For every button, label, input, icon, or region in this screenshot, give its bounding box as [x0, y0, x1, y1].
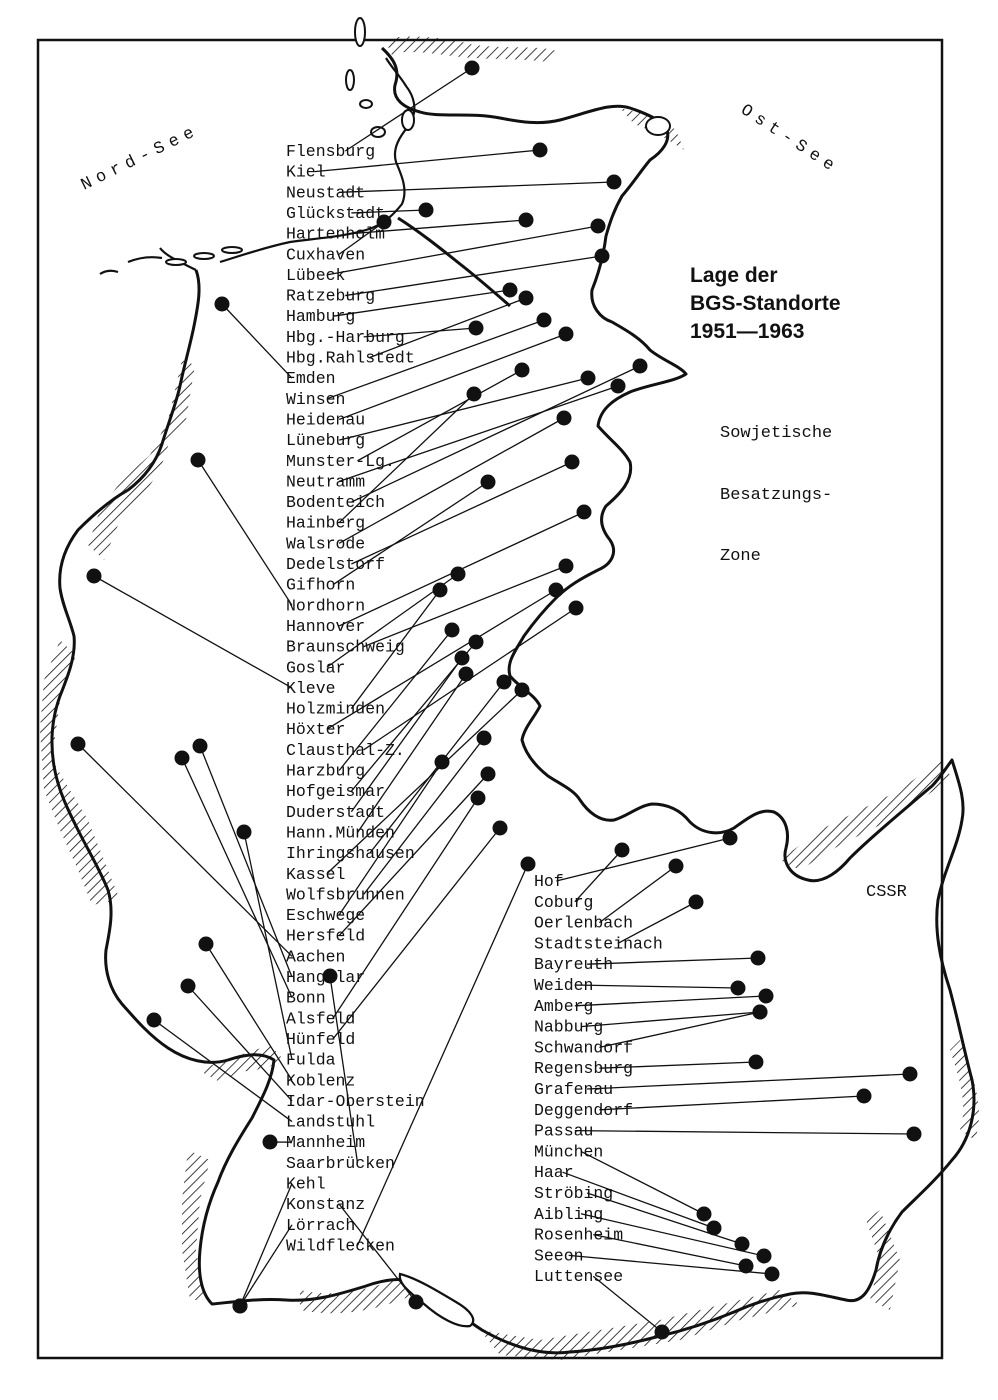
- connector-nordhorn: [198, 460, 292, 605]
- dot-glueckstadt: [419, 203, 434, 218]
- place-label: Hofgeismar: [286, 782, 386, 802]
- place-label: Aachen: [286, 947, 346, 967]
- title-line-1: Lage der: [690, 264, 778, 287]
- place-label: Holzminden: [286, 699, 386, 719]
- place-label: Rosenheim: [534, 1225, 624, 1245]
- dot-luebeck: [591, 219, 606, 234]
- dot-passau: [907, 1127, 922, 1142]
- dot-weiden: [731, 981, 746, 996]
- place-label: Passau: [534, 1121, 594, 1141]
- connector-ratzeburg: [345, 256, 602, 296]
- place-label: Clausthal-Z.: [286, 740, 405, 760]
- place-label: Flensburg: [286, 142, 376, 161]
- place-label: Mannheim: [286, 1133, 366, 1153]
- dot-winsen: [537, 313, 552, 328]
- place-label: Hünfeld: [286, 1029, 356, 1049]
- dot-duderstadt: [455, 651, 470, 666]
- dot-koblenz: [199, 937, 214, 952]
- place-label: Stadtsteinach: [534, 934, 663, 954]
- place-label: Seeon: [534, 1246, 584, 1266]
- north-sea-label: Nord-See: [78, 121, 204, 196]
- place-label: Haar: [534, 1163, 574, 1183]
- connector-wildflecken: [358, 864, 528, 1245]
- dot-neustadt: [607, 175, 622, 190]
- connector-bonn: [182, 758, 292, 998]
- dot-clausthal-z: [569, 601, 584, 616]
- dot-wildflecken: [521, 857, 536, 872]
- cssr-label: CSSR: [866, 883, 907, 902]
- dot-bayreuth: [751, 951, 766, 966]
- dot-heidenau: [559, 327, 574, 342]
- dot-aibling: [757, 1249, 772, 1264]
- dot-hofgeismar: [469, 635, 484, 650]
- place-label: Lörrach: [286, 1215, 356, 1235]
- place-label: Lübeck: [286, 265, 346, 285]
- connector-hangelar: [200, 746, 292, 977]
- place-label: Aibling: [534, 1204, 604, 1224]
- dot-eschwege: [435, 755, 450, 770]
- zone-line-3: Zone: [720, 547, 761, 566]
- dot-gifhorn: [481, 475, 496, 490]
- place-label: Hann.Münden: [286, 823, 395, 843]
- place-label: Regensburg: [534, 1059, 634, 1079]
- place-label: Grafenau: [534, 1080, 614, 1099]
- place-label: Alsfeld: [286, 1009, 356, 1029]
- dot-konstanz: [409, 1295, 424, 1310]
- connector-neustadt: [339, 182, 614, 192]
- place-label: Glückstadt: [286, 203, 386, 223]
- zone-line-1: Sowjetische: [720, 424, 833, 443]
- dot-grafenau: [903, 1067, 918, 1082]
- connector-passau: [575, 1131, 914, 1134]
- connector-amberg: [575, 996, 766, 1006]
- dot-muenchen: [697, 1207, 712, 1222]
- dot-seeon: [765, 1267, 780, 1282]
- connector-bodenteich: [351, 366, 640, 502]
- title-line-2: BGS-Standorte: [690, 292, 841, 315]
- place-label: Nordhorn: [286, 596, 366, 616]
- connector-grafenau: [587, 1074, 910, 1089]
- place-label: Weiden: [534, 976, 594, 995]
- place-label: Luttensee: [534, 1267, 624, 1287]
- place-label: Dedelstorf: [286, 555, 386, 574]
- dot-kiel: [533, 143, 548, 158]
- title-line-3: 1951—1963: [690, 320, 805, 343]
- dot-flensburg: [465, 61, 480, 76]
- dot-hbg-harburg: [469, 321, 484, 336]
- place-label: Ratzeburg: [286, 286, 376, 306]
- dot-munster-lg: [515, 363, 530, 378]
- place-label: Hartenholm: [286, 224, 386, 244]
- place-label: Hangelar: [286, 968, 366, 987]
- place-label: Lüneburg: [286, 431, 366, 451]
- connector-flensburg: [345, 68, 472, 151]
- place-label: Neutramm: [286, 472, 366, 492]
- place-label: Oerlenbach: [534, 913, 634, 933]
- place-label: Ihringshausen: [286, 844, 415, 864]
- place-label: Emden: [286, 369, 336, 389]
- place-label: Konstanz: [286, 1195, 366, 1215]
- connector-weiden: [575, 985, 738, 988]
- place-label: Kiel: [286, 162, 326, 182]
- dot-fulda: [237, 825, 252, 840]
- dot-emden: [215, 297, 230, 312]
- connector-dedelstorf: [351, 462, 572, 564]
- place-label: Amberg: [534, 996, 594, 1016]
- dot-hainberg: [467, 387, 482, 402]
- place-label: Saarbrücken: [286, 1153, 395, 1173]
- place-label: Neustadt: [286, 183, 366, 203]
- dot-ihringshausen: [497, 675, 512, 690]
- place-label: Deggendorf: [534, 1100, 634, 1120]
- dot-hbg-rahlstedt: [519, 291, 534, 306]
- place-label: Walsrode: [286, 534, 366, 554]
- place-label: Heidenau: [286, 410, 366, 430]
- dot-lueneburg: [581, 371, 596, 386]
- dot-schwandorf: [753, 1005, 768, 1020]
- connector-loerrach: [240, 1225, 292, 1306]
- place-label: Kehl: [286, 1174, 326, 1194]
- place-label: Bonn: [286, 988, 326, 1008]
- place-label: Munster-Lg.: [286, 451, 395, 471]
- dot-ratzeburg: [595, 249, 610, 264]
- dot-stadtsteinach: [689, 895, 704, 910]
- dot-hangelar: [193, 739, 208, 754]
- location-dots: [71, 61, 922, 1340]
- place-label: Eschwege: [286, 906, 366, 926]
- dot-hoexter: [549, 583, 564, 598]
- place-label: Idar-Oberstein: [286, 1091, 425, 1111]
- place-label: München: [534, 1142, 604, 1162]
- dot-bonn: [175, 751, 190, 766]
- place-labels-left: [286, 142, 425, 1255]
- dot-amberg: [759, 989, 774, 1004]
- place-label: Wolfsbrunnen: [286, 885, 405, 905]
- dot-idar-oberstein: [181, 979, 196, 994]
- dot-wolfsbrunnen: [477, 731, 492, 746]
- dot-coburg: [615, 843, 630, 858]
- connector-nabburg: [581, 1012, 760, 1027]
- dot-oerlenbach: [669, 859, 684, 874]
- place-label: Wildflecken: [286, 1236, 395, 1256]
- dot-hartenholm: [519, 213, 534, 228]
- dot-walsrode: [557, 411, 572, 426]
- connector-deggendorf: [599, 1096, 864, 1110]
- dot-hannover: [577, 505, 592, 520]
- place-label: Braunschweig: [286, 637, 405, 657]
- dot-stroebing: [735, 1237, 750, 1252]
- dot-loerrach: [233, 1299, 248, 1314]
- place-label: Kleve: [286, 678, 336, 698]
- place-label: Schwandorf: [534, 1038, 634, 1058]
- place-label: Koblenz: [286, 1071, 356, 1091]
- place-label: Fulda: [286, 1050, 336, 1070]
- dot-aachen: [71, 737, 86, 752]
- place-label: Winsen: [286, 389, 346, 409]
- border-hatching: [40, 37, 979, 1360]
- place-label: Ströbing: [534, 1184, 614, 1203]
- place-label: Hamburg: [286, 307, 356, 327]
- dot-hof: [723, 831, 738, 846]
- dot-rosenheim: [739, 1259, 754, 1274]
- dot-neutramm: [611, 379, 626, 394]
- place-labels-right: [534, 872, 663, 1286]
- dot-alsfeld: [471, 791, 486, 806]
- place-label: Coburg: [534, 892, 594, 912]
- place-label: Hof: [534, 872, 564, 891]
- dot-harzburg: [445, 623, 460, 638]
- place-label: Gifhorn: [286, 575, 356, 595]
- place-label: Bayreuth: [534, 955, 614, 975]
- dot-kassel: [515, 683, 530, 698]
- dot-braunschweig: [559, 559, 574, 574]
- connector-fulda: [244, 832, 292, 1060]
- dot-dedelstorf: [565, 455, 580, 470]
- dot-hamburg: [503, 283, 518, 298]
- dot-holzminden: [433, 583, 448, 598]
- dot-haar: [707, 1221, 722, 1236]
- place-label: Harzburg: [286, 761, 366, 781]
- dot-kleve: [87, 569, 102, 584]
- place-label: Höxter: [286, 720, 346, 740]
- place-label: Cuxhaven: [286, 245, 366, 265]
- east-sea-label: Ost-See: [736, 101, 843, 179]
- dot-bodenteich: [633, 359, 648, 374]
- place-label: Landstuhl: [286, 1112, 376, 1132]
- dot-mannheim: [263, 1135, 278, 1150]
- dot-hann-muenden: [459, 667, 474, 682]
- dot-hersfeld: [481, 767, 496, 782]
- connector-kleve: [94, 576, 292, 688]
- place-label: Duderstadt: [286, 802, 386, 822]
- connector-hof: [556, 838, 730, 881]
- dot-landstuhl: [147, 1013, 162, 1028]
- place-label: Nabburg: [534, 1017, 604, 1037]
- place-label: Bodenteich: [286, 493, 386, 513]
- connector-emden: [222, 304, 292, 378]
- dot-goslar: [451, 567, 466, 582]
- place-label: Goslar: [286, 658, 346, 678]
- place-label: Hannover: [286, 616, 366, 636]
- map-title: [690, 264, 841, 343]
- place-label: Hbg.-Harburg: [286, 327, 405, 347]
- place-label: Hbg.Rahlstedt: [286, 348, 415, 368]
- dot-luttensee: [655, 1325, 670, 1340]
- dot-huenfeld: [493, 821, 508, 836]
- place-label: Hersfeld: [286, 926, 366, 946]
- zone-line-2: Besatzungs-: [720, 486, 833, 505]
- place-label: Hainberg: [286, 513, 366, 533]
- place-label: Kassel: [286, 864, 346, 884]
- soviet-zone-label: [720, 424, 832, 566]
- dot-regensburg: [749, 1055, 764, 1070]
- dot-deggendorf: [857, 1089, 872, 1104]
- dot-nordhorn: [191, 453, 206, 468]
- connector-kehl: [240, 1184, 292, 1307]
